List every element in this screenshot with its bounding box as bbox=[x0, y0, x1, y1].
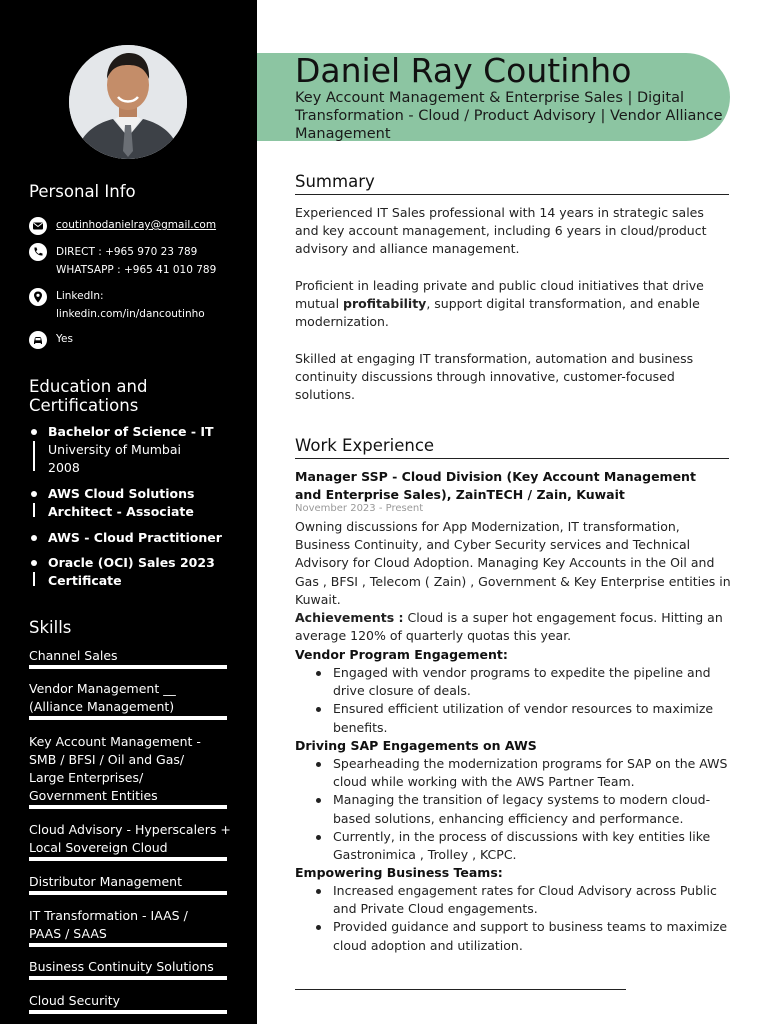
certification-item bbox=[31, 529, 241, 549]
list-item: Managing the transition of legacy systems to modern cloud-based solutions, enhancing efficiency and performance. bbox=[295, 791, 731, 827]
bullet-dot bbox=[31, 491, 37, 497]
phone-icon bbox=[29, 243, 47, 261]
list-item: Engaged with vendor programs to expedite the pipeline and drive closure of deals. bbox=[295, 664, 731, 700]
sidebar bbox=[0, 0, 257, 1024]
list-item: Increased engagement rates for Cloud Advisory across Public and Private Cloud engagements. bbox=[295, 882, 731, 918]
candidate-tagline: Key Account Management & Enterprise Sales | Digital Transformation - Cloud / Product Advisory | Vendor Alliance Management bbox=[295, 90, 723, 142]
certification-item bbox=[31, 554, 241, 594]
skill-bar bbox=[29, 805, 227, 809]
work-experience-heading: Work Experience bbox=[295, 435, 729, 459]
certification-title-line1: Oracle (OCI) Sales 2023 bbox=[48, 555, 215, 570]
skill-item: Cloud Advisory - Hyperscalers + Local Sovereign Cloud bbox=[29, 822, 231, 855]
direct-phone: DIRECT : +965 970 23 789 bbox=[56, 246, 198, 258]
skill-bar bbox=[29, 857, 227, 861]
summary-paragraph: Experienced IT Sales professional with 14 years in strategic sales and key account management, including 6 years in cloud/product advisory and alliance management. bbox=[295, 205, 707, 257]
certification-title: AWS - Cloud Practitioner bbox=[48, 530, 222, 545]
empowering-teams-list bbox=[295, 882, 731, 955]
car-icon bbox=[29, 331, 47, 349]
email-icon bbox=[29, 217, 47, 235]
education-heading bbox=[29, 377, 147, 415]
skill-item: Vendor Management __ (Alliance Management) bbox=[29, 681, 176, 714]
vendor-program-list bbox=[295, 664, 731, 737]
empowering-teams-heading: Empowering Business Teams: bbox=[295, 865, 503, 880]
skill-bar bbox=[29, 665, 227, 669]
job-description: Owning discussions for App Modernization, IT transformation, Business Continuity, and Cyber Security services and Technical Advisory for Cloud Adoption. Managing Key Accounts in the Oil and Gas , BFSI , Telecom ( Zain) , Government & Key Enterprise entities in Kuwait. bbox=[295, 519, 731, 607]
timeline-line bbox=[33, 503, 35, 517]
achievements-label: Achievements : bbox=[295, 610, 404, 625]
certification-title-line2: Architect - Associate bbox=[48, 504, 194, 519]
skill-bar bbox=[29, 891, 227, 895]
skill-item: Distributor Management bbox=[29, 874, 182, 889]
summary-paragraph bbox=[295, 277, 731, 332]
sap-engagements-list bbox=[295, 755, 731, 864]
summary-bold-text: profitability bbox=[343, 296, 427, 312]
vendor-program-heading: Vendor Program Engagement: bbox=[295, 647, 508, 662]
skills-heading: Skills bbox=[29, 618, 72, 637]
job-achievements bbox=[295, 609, 731, 645]
candidate-name: Daniel Ray Coutinho bbox=[295, 51, 632, 90]
timeline-line bbox=[33, 572, 35, 586]
education-heading-line2: Certifications bbox=[29, 396, 139, 415]
skill-item: Business Continuity Solutions bbox=[29, 959, 214, 974]
certification-title-line1: AWS Cloud Solutions bbox=[48, 486, 195, 501]
personal-info-heading: Personal Info bbox=[29, 182, 136, 201]
list-item: Currently, in the process of discussions with key entities like Gastronimica , Trolley , KCPC. bbox=[295, 828, 731, 864]
education-school: University of Mumbai bbox=[48, 442, 182, 457]
summary-heading: Summary bbox=[295, 171, 729, 195]
bullet-dot bbox=[31, 535, 37, 541]
education-year: 2008 bbox=[48, 460, 80, 475]
section-divider bbox=[295, 989, 626, 990]
skill-bar bbox=[29, 1010, 227, 1014]
timeline-line bbox=[33, 441, 35, 471]
education-title: Bachelor of Science - IT bbox=[48, 424, 214, 439]
skill-bar bbox=[29, 976, 227, 980]
summary-text: Proficient in leading private and public cloud initiatives that drive mutual bbox=[295, 278, 704, 312]
profile-photo bbox=[69, 45, 187, 159]
bullet-dot bbox=[31, 560, 37, 566]
summary-text: , support digital transformation, and enable modernization. bbox=[295, 296, 700, 330]
skill-item: Cloud Security bbox=[29, 993, 121, 1008]
skill-bar bbox=[29, 943, 227, 947]
whatsapp-phone: WHATSAPP : +965 41 010 789 bbox=[56, 264, 217, 276]
job-title: Manager SSP - Cloud Division (Key Account Management and Enterprise Sales), ZainTECH / Zain, Kuwait bbox=[295, 469, 696, 503]
list-item: Spearheading the modernization programs for SAP on the AWS cloud while working with the AWS Partner Team. bbox=[295, 755, 731, 791]
summary-paragraph: Skilled at engaging IT transformation, automation and business continuity discussions through innovative, customer-focused solutions. bbox=[295, 351, 694, 403]
linkedin-url[interactable]: linkedin.com/in/dancoutinho bbox=[56, 308, 205, 320]
skill-item: Key Account Management - SMB / BFSI / Oil and Gas/ Large Enterprises/ Government Entities bbox=[29, 734, 201, 803]
certification-title-line2: Certificate bbox=[48, 573, 122, 588]
linkedin-label: LinkedIn: bbox=[56, 290, 104, 302]
list-item: Provided guidance and support to business teams to maximize cloud adoption and utilization. bbox=[295, 918, 731, 954]
driving-license-value: Yes bbox=[56, 333, 73, 345]
skill-item: Channel Sales bbox=[29, 648, 118, 663]
job-date: November 2023 - Present bbox=[295, 503, 424, 514]
skill-bar bbox=[29, 716, 227, 720]
certification-item bbox=[31, 485, 241, 525]
email-link[interactable]: coutinhodanielray@gmail.com bbox=[56, 219, 217, 231]
achievements-text: Cloud is a super hot engagement focus. Hitting an average 120% of quarterly quotas this year. bbox=[295, 610, 723, 644]
location-pin-icon bbox=[29, 288, 47, 306]
sap-engagements-heading: Driving SAP Engagements on AWS bbox=[295, 738, 537, 753]
education-heading-line1: Education and bbox=[29, 377, 148, 396]
skill-item: IT Transformation - IAAS / PAAS / SAAS bbox=[29, 908, 188, 941]
list-item: Ensured efficient utilization of vendor resources to maximize benefits. bbox=[295, 700, 731, 736]
bullet-dot bbox=[31, 429, 37, 435]
education-item bbox=[31, 423, 241, 483]
